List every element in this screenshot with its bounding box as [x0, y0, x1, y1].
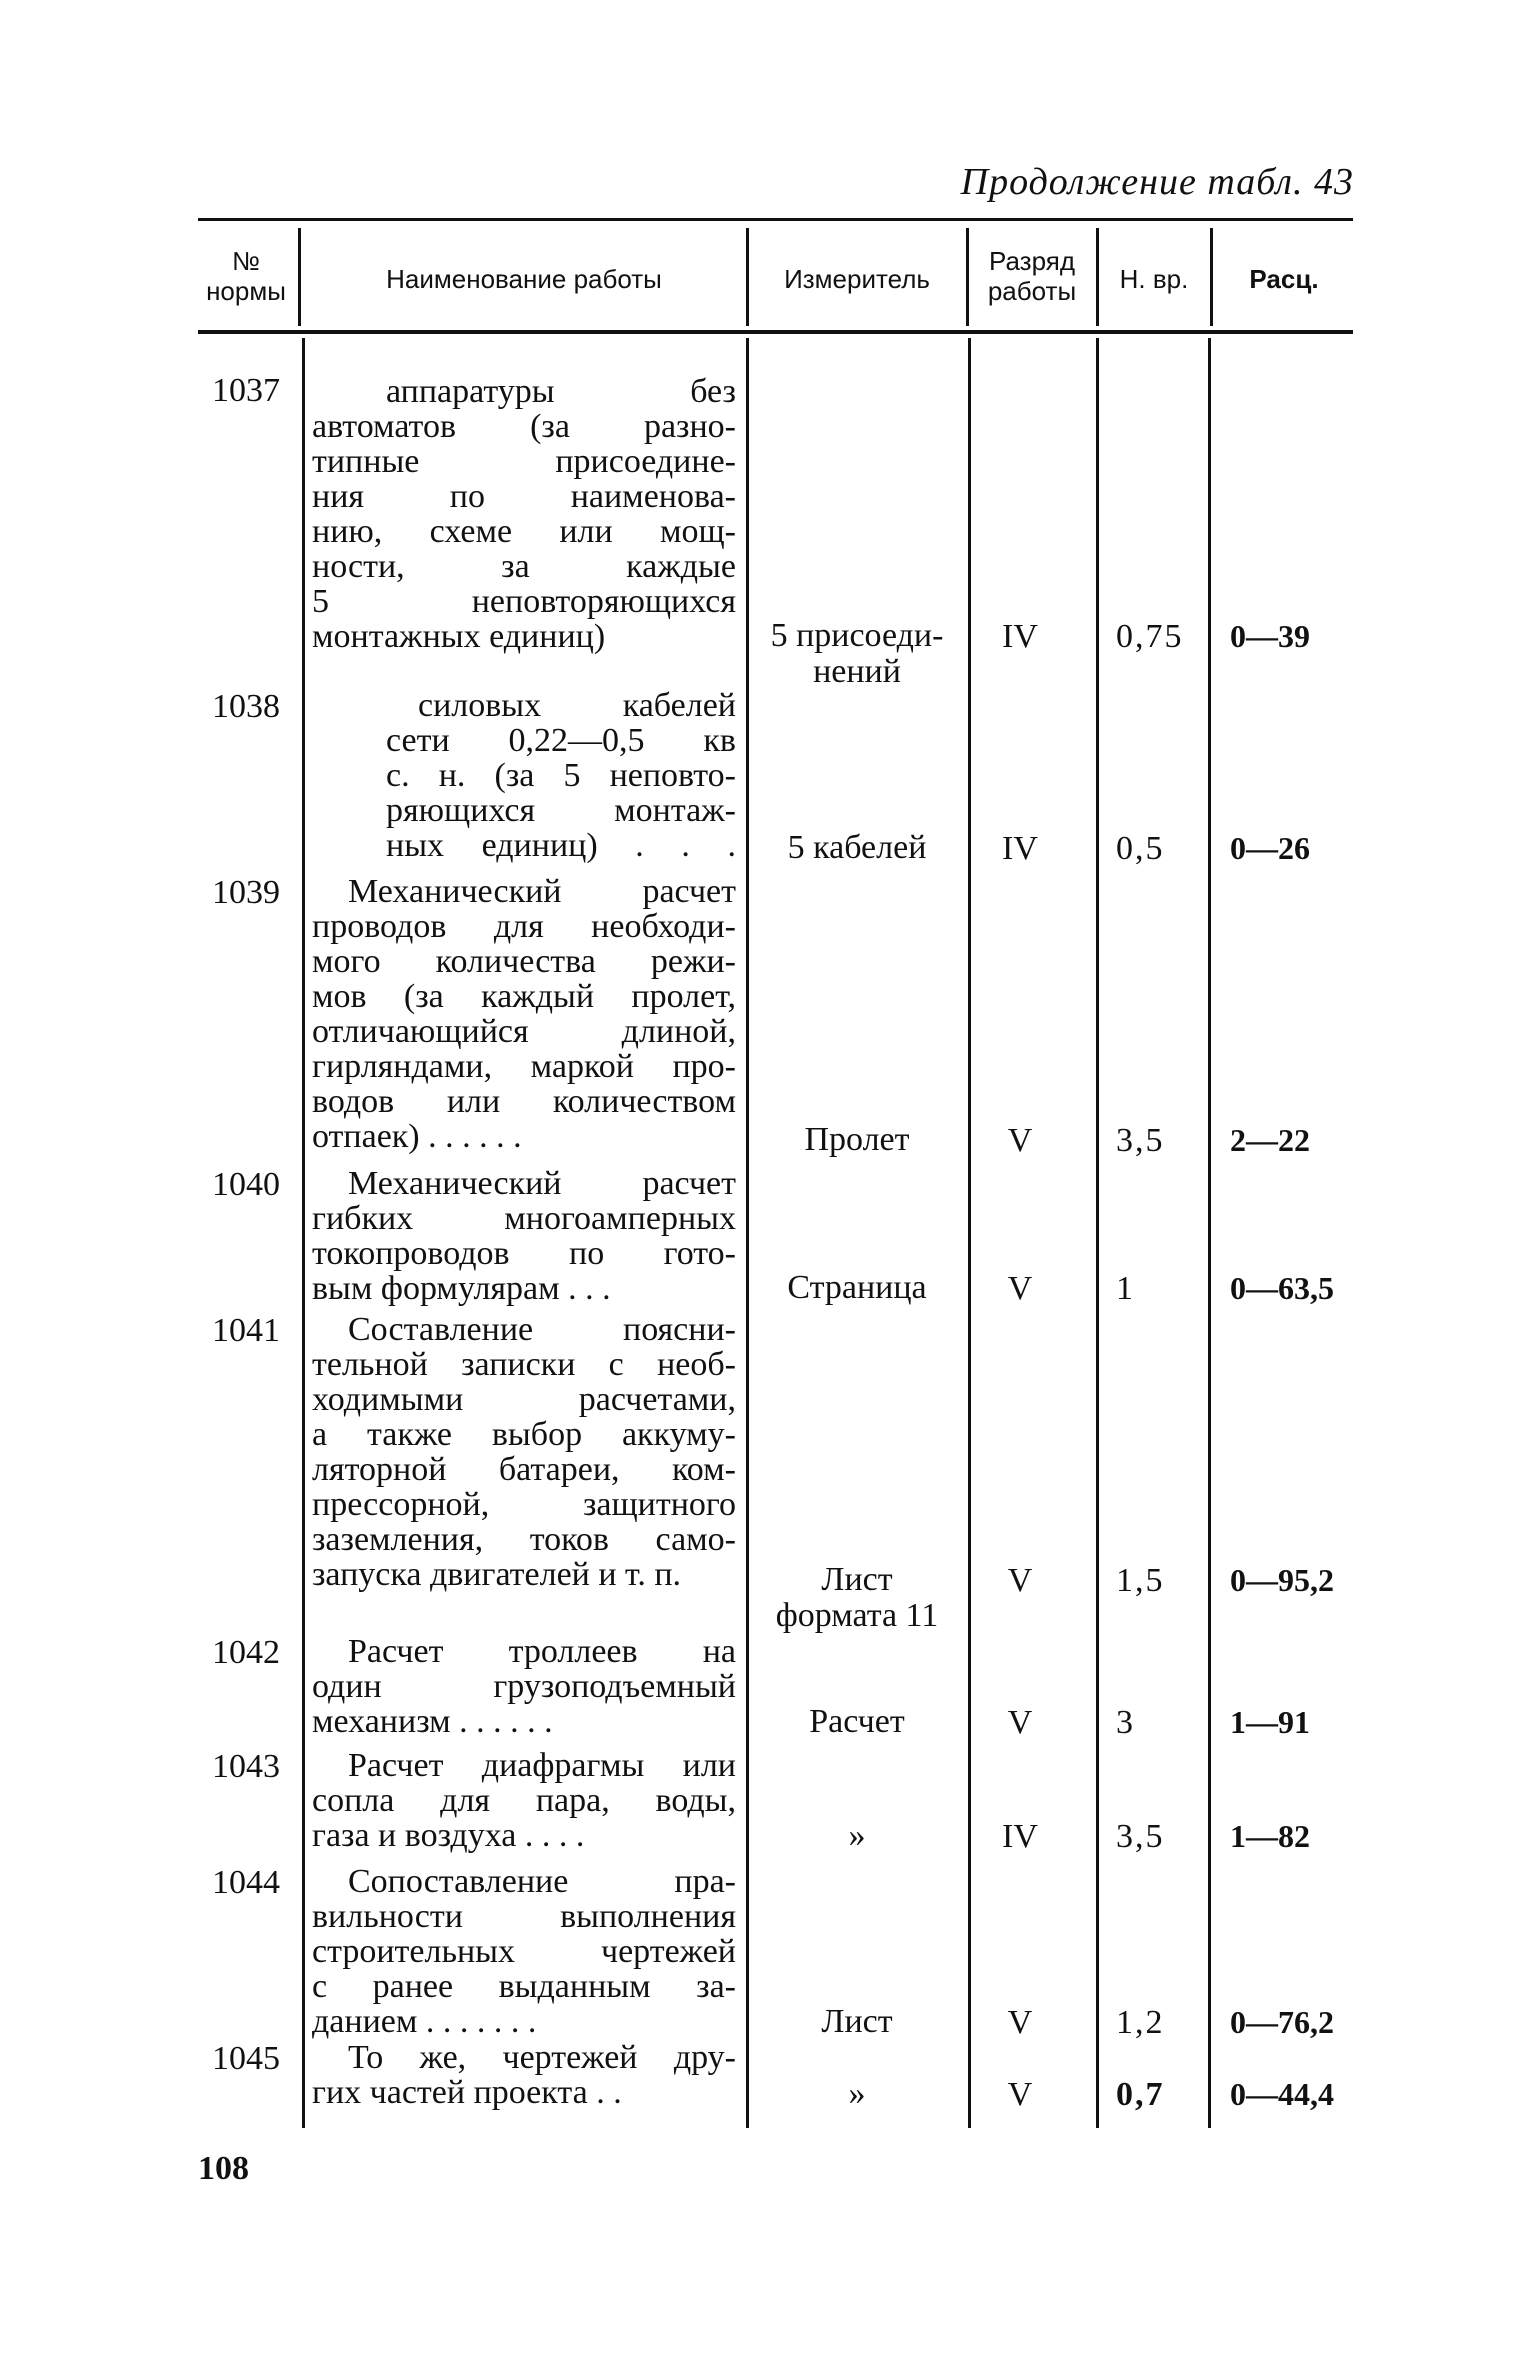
row-1044-rate: 0—76,2 — [1230, 2004, 1334, 2040]
body-divider-5 — [1208, 338, 1211, 2128]
row-1044-name-line: данием . . . . . . . — [312, 2003, 537, 2040]
row-1042-measure-line: Расчет — [809, 1703, 905, 1740]
row-1043-measure — [752, 1818, 962, 1854]
header-rate: Расц. — [1249, 264, 1319, 294]
row-1039-name-line: проводов для необходи- — [312, 908, 736, 945]
row-1044-num: 1044 — [212, 1864, 280, 1901]
row-1043-rate: 1—82 — [1230, 1818, 1310, 1854]
row-1044-name-line: вильности выполнения — [312, 1898, 736, 1935]
row-1042-name-line: механизм . . . . . . — [312, 1703, 553, 1740]
row-1044-norm: 1,2 — [1116, 2004, 1165, 2041]
row-1041-measure — [752, 1562, 962, 1634]
header-divider-3 — [966, 228, 969, 326]
row-1037-num: 1037 — [212, 372, 280, 409]
header-num-line2: нормы — [206, 276, 286, 306]
row-1038-rate: 0—26 — [1230, 830, 1310, 866]
row-1040-name — [312, 1166, 736, 1306]
row-1042-rate: 1—91 — [1230, 1704, 1310, 1740]
row-1039-name-line: гирляндами, маркой про- — [312, 1048, 736, 1085]
header-name: Наименование работы — [386, 264, 662, 294]
body-divider-4 — [1096, 338, 1099, 2128]
row-1039-name-line: отпаек) . . . . . . — [312, 1118, 522, 1155]
row-1039-name-line: Механический расчет — [348, 873, 736, 910]
row-1043-measure-line: » — [848, 1817, 866, 1854]
row-1037-norm: 0,75 — [1116, 618, 1184, 655]
table-caption: Продолжение табл. 43 — [960, 161, 1354, 203]
row-1040-measure-line: Страница — [787, 1269, 927, 1306]
row-1041-name-line: а также выбор аккуму- — [312, 1416, 736, 1453]
header-num — [196, 246, 296, 306]
row-1044-name — [312, 1864, 736, 2039]
row-1041-grade: V — [1007, 1562, 1033, 1599]
row-1042-measure — [752, 1704, 962, 1740]
row-1039-measure-line: Пролет — [804, 1121, 910, 1158]
row-1045-name-line: То же, чертежей дру- — [348, 2039, 736, 2076]
row-1039-name-line: мов (за каждый пролет, — [312, 978, 736, 1015]
row-1039-name-line: мого количества режи- — [312, 943, 736, 980]
body-divider-1 — [302, 338, 305, 2128]
header-norm: Н. вр. — [1119, 264, 1189, 294]
row-1037-name-line: типные присоедине- — [312, 443, 736, 480]
header-grade-line1: Разряд — [989, 246, 1075, 276]
body-divider-2 — [746, 338, 749, 2128]
row-1037-name-line: монтажных единиц) — [312, 618, 606, 655]
row-1045-num: 1045 — [212, 2040, 280, 2077]
row-1043-grade: IV — [1002, 1818, 1038, 1855]
row-1044-name-line: строительных чертежей — [312, 1933, 736, 1970]
row-1039-grade: V — [1007, 1122, 1033, 1159]
row-1045-measure — [752, 2076, 962, 2112]
page-number: 108 — [198, 2150, 249, 2187]
row-1042-grade: V — [1007, 1704, 1033, 1741]
row-1045-grade: V — [1007, 2076, 1033, 2113]
row-1038-name-rest — [386, 723, 736, 863]
row-1038-name-line: сети 0,22—0,5 кв — [386, 722, 736, 759]
row-1044-measure-line: Лист — [821, 2003, 893, 2040]
row-1043-name — [312, 1748, 736, 1853]
row-1038-num: 1038 — [212, 688, 280, 725]
row-1039-name-line: водов или количеством — [312, 1083, 736, 1120]
row-1044-name-line: Сопоставление пра- — [348, 1863, 736, 1900]
row-1042-name — [312, 1634, 736, 1739]
row-1038-measure — [752, 830, 962, 866]
row-1037-name-line: ния по наименова- — [312, 478, 736, 515]
row-1037-name-line: нию, схеме или мощ- — [312, 513, 736, 550]
row-1043-name-line: Расчет диафрагмы или — [348, 1747, 736, 1784]
row-1045-name — [312, 2040, 736, 2110]
row-1041-num: 1041 — [212, 1312, 280, 1349]
header-top-rule — [198, 218, 1353, 221]
row-1044-grade: V — [1007, 2004, 1033, 2041]
row-1045-rate: 0—44,4 — [1230, 2076, 1334, 2112]
row-1040-measure — [752, 1270, 962, 1306]
row-1037-grade: IV — [1002, 618, 1038, 655]
row-1037-name-line: аппаратуры без — [386, 373, 736, 410]
row-1038-name-line: с. н. (за 5 неповто- — [386, 757, 736, 794]
row-1041-norm: 1,5 — [1116, 1562, 1165, 1599]
row-1037-measure-line: 5 присоеди- — [770, 617, 944, 654]
row-1039-rate: 2—22 — [1230, 1122, 1310, 1158]
row-1037-rate: 0—39 — [1230, 618, 1310, 654]
row-1045-norm: 0,7 — [1116, 2076, 1165, 2113]
row-1040-name-line: гибких многоамперных — [312, 1200, 736, 1237]
row-1042-norm: 3 — [1116, 1704, 1135, 1741]
row-1041-name-line: тельной записки с необ- — [312, 1346, 736, 1383]
row-1043-norm: 3,5 — [1116, 1818, 1165, 1855]
row-1040-name-line: вым формулярам . . . — [312, 1270, 611, 1307]
header-bottom-rule — [198, 330, 1353, 334]
header-num-line1: № — [232, 246, 260, 276]
row-1039-norm: 3,5 — [1116, 1122, 1165, 1159]
row-1040-norm: 1 — [1116, 1270, 1135, 1307]
row-1039-num: 1039 — [212, 874, 280, 911]
row-1037-name — [386, 374, 736, 409]
row-1038-grade: IV — [1002, 830, 1038, 867]
row-1038-name-line: ных единиц) . . . — [386, 827, 736, 864]
row-1037-name-line: 5 неповторяющихся — [312, 583, 736, 620]
row-1040-grade: V — [1007, 1270, 1033, 1307]
row-1040-name-line: Механический расчет — [348, 1165, 736, 1202]
header-grade-line2: работы — [987, 276, 1077, 306]
row-1039-name — [312, 874, 736, 1154]
row-1038-name-line: силовых кабелей — [418, 687, 736, 724]
row-1042-name-line: один грузоподъемный — [312, 1668, 736, 1705]
row-1042-name-line: Расчет троллеев на — [348, 1633, 736, 1670]
header-divider-5 — [1210, 228, 1213, 326]
row-1041-rate: 0—95,2 — [1230, 1562, 1334, 1598]
row-1037-measure — [752, 618, 962, 690]
row-1040-num: 1040 — [212, 1166, 280, 1203]
row-1039-measure — [752, 1122, 962, 1158]
row-1044-name-line: с ранее выданным за- — [312, 1968, 736, 2005]
row-1038-name — [418, 688, 736, 723]
row-1045-name-line: гих частей проекта . . — [312, 2074, 622, 2111]
body-divider-3 — [968, 338, 971, 2128]
row-1038-name-line: ряющихся монтаж- — [386, 792, 736, 829]
header-measure: Измеритель — [784, 264, 930, 294]
row-1041-name — [312, 1312, 736, 1592]
row-1041-name-line: ходимыми расчетами, — [312, 1381, 736, 1418]
row-1042-num: 1042 — [212, 1634, 280, 1671]
row-1037-name-rest — [312, 409, 736, 654]
row-1038-measure-line: 5 кабелей — [787, 829, 927, 866]
row-1037-measure-line: нений — [813, 653, 901, 690]
row-1041-name-line: ляторной батареи, ком- — [312, 1451, 736, 1488]
row-1041-name-line: заземления, токов само- — [312, 1521, 736, 1558]
row-1038-norm: 0,5 — [1116, 830, 1165, 867]
row-1040-rate: 0—63,5 — [1230, 1270, 1334, 1306]
row-1041-measure-line: формата 11 — [775, 1597, 939, 1634]
row-1040-name-line: токопроводов по гото- — [312, 1235, 736, 1272]
row-1041-measure-line: Лист — [821, 1561, 893, 1598]
row-1037-name-line: автоматов (за разно- — [312, 408, 736, 445]
row-1041-name-line: Составление поясни- — [348, 1311, 736, 1348]
row-1037-name-line: ности, за каждые — [312, 548, 736, 585]
row-1045-measure-line: » — [848, 2075, 866, 2112]
row-1044-measure — [752, 2004, 962, 2040]
row-1041-name-line: запуска двигателей и т. п. — [312, 1556, 682, 1593]
row-1043-name-line: газа и воздуха . . . . — [312, 1817, 585, 1854]
row-1041-name-line: прессорной, защитного — [312, 1486, 736, 1523]
row-1039-name-line: отличающийся длиной, — [312, 1013, 736, 1050]
header-divider-2 — [746, 228, 749, 326]
row-1043-name-line: сопла для пара, воды, — [312, 1782, 736, 1819]
header-divider-4 — [1096, 228, 1099, 326]
row-1043-num: 1043 — [212, 1748, 280, 1785]
header-grade — [970, 246, 1094, 306]
header-divider-1 — [298, 228, 301, 326]
